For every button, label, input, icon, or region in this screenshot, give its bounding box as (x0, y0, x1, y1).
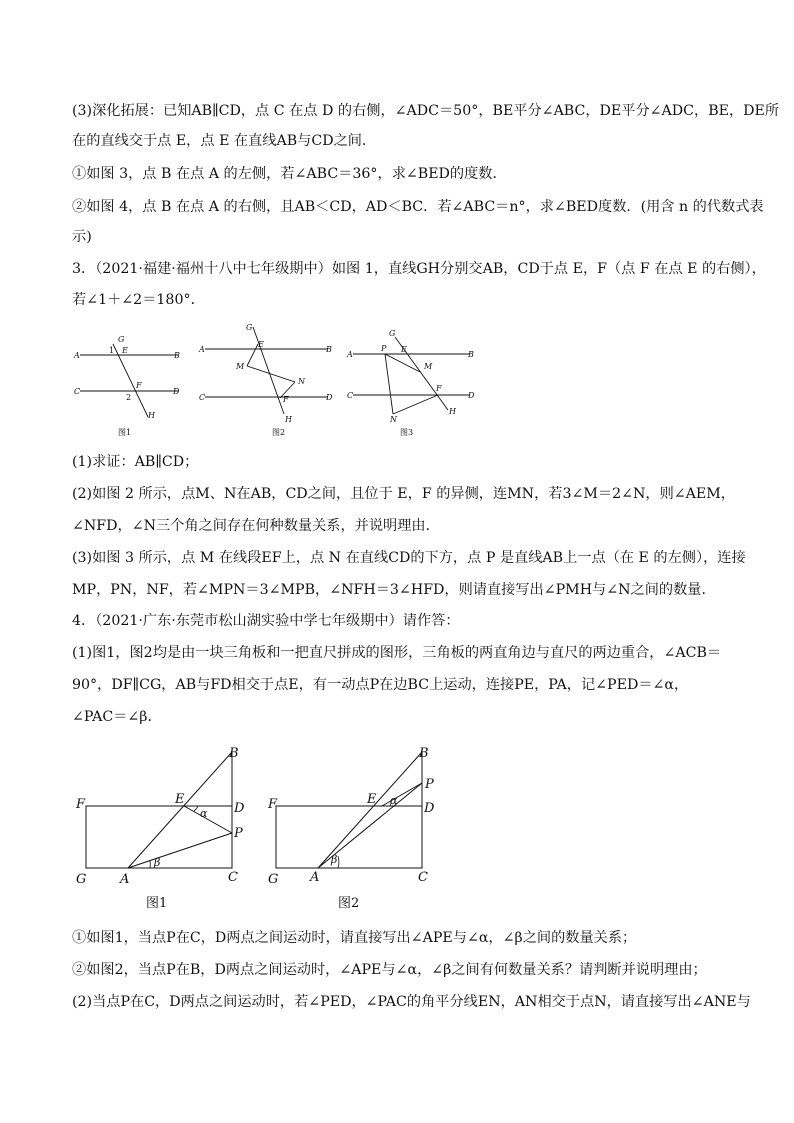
fig1-label-D: D (173, 387, 180, 396)
top-figures-svg (70, 322, 490, 442)
bfig2-label-alpha: α (390, 794, 398, 807)
bfig2-label-F: F (268, 797, 278, 812)
fig2-label-N: N (298, 377, 305, 386)
bfig1-label-P: P (234, 826, 243, 841)
text-line-15: 90°，DF∥CG，AB与FD相交于点E，有一动点P在边BC上运动，连接PE，PA，记∠PED＝∠α， (72, 677, 689, 693)
fig3-label-E: E (401, 345, 407, 354)
bottom-figure-2 (267, 746, 435, 911)
fig2-label-H: H (285, 415, 292, 424)
bfig2-label-B: B (419, 746, 429, 761)
bfig1-label-A: A (120, 872, 130, 887)
bfig2-label-D: D (424, 801, 435, 816)
fig1-label-2: 2 (126, 393, 132, 402)
fig3-caption: 图3 (400, 428, 414, 437)
bfig2-label-P: P (425, 777, 434, 792)
text-line-3: ①如图 3，点 B 在点 A 的左侧，若∠ABC＝36°，求∠BED的度数． (72, 166, 507, 182)
top-figure-2 (198, 323, 333, 437)
fig2-caption: 图2 (272, 428, 286, 437)
text-line-6: 3．（2021·福建·福州十八中七年级期中）如图 1，直线GH分别交AB，CD于点 E，F（点 F 在点 E 的右侧）， (72, 261, 766, 277)
bfig2-label-A: A (310, 870, 320, 885)
bfig2-label-G: G (268, 872, 279, 887)
text-line-19: (2)当点P在C，D两点之间运动时，若∠PED，∠PAC的角平分线EN，AN相交于点N，请直接写出∠ANE与 (72, 994, 751, 1010)
bfig1-label-G: G (76, 872, 87, 887)
bottom-figures (72, 740, 452, 920)
bottom-figures-svg (72, 740, 452, 920)
text-line-8: (1)求证：AB∥CD； (72, 454, 199, 470)
fig3-label-B: B (468, 350, 474, 359)
bfig2-caption: 图2 (338, 896, 360, 911)
bfig2-label-C: C (418, 870, 428, 885)
bfig1-label-E: E (175, 792, 185, 807)
text-line-12: MP，PN，NF，若∠MPN＝3∠MPB，∠NFH＝3∠HFD，则请直接写出∠PMH与∠N之间的数量． (72, 582, 716, 598)
fig1-label-B: B (174, 351, 180, 360)
text-line-10: ∠NFD，∠N三个角之间存在何种数量关系，并说明理由． (72, 518, 440, 534)
bfig1-label-B: B (229, 746, 239, 761)
bottom-figure-1 (75, 746, 245, 911)
fig1-label-C: C (74, 387, 81, 396)
fig3-label-H: H (449, 407, 456, 416)
fig1-caption: 图1 (118, 428, 132, 437)
text-line-17: ①如图1，当点P在C，D两点之间运动时，请直接写出∠APE与∠α，∠β之间的数量关系； (72, 930, 637, 946)
fig1-label-A: A (74, 351, 80, 360)
fig1-label-H: H (148, 411, 155, 420)
text-line-14: (1)图1，图2均是由一块三角板和一把直尺拼成的图形，三角板的两直角边与直尺的两边重合，∠ACB＝ (72, 645, 722, 661)
fig2-label-G: G (246, 323, 253, 332)
text-line-11: (3)如图 3 所示，点 M 在线段EF上，点 N 在直线CD的下方，点 P 是直线AB上一点（在 E 的左侧），连接 (72, 550, 746, 566)
fig3-label-C: C (347, 391, 354, 400)
fig2-label-F: F (283, 395, 289, 404)
top-figure-3 (346, 329, 475, 437)
fig3-label-A: A (347, 350, 353, 359)
fig2-label-B: B (326, 345, 332, 354)
bfig2-label-beta: β (331, 853, 338, 866)
fig2-label-C: C (199, 393, 206, 402)
bfig1-label-C: C (228, 870, 238, 885)
fig2-label-M: M (236, 362, 245, 371)
fig3-label-D: D (468, 391, 475, 400)
fig2-label-A: A (199, 345, 205, 354)
fig3-label-M: M (424, 362, 433, 371)
text-line-13: 4．（2021·广东·东莞市松山湖实验中学七年级期中）请作答： (72, 613, 460, 629)
text-line-18: ②如图2，当点P在B，D两点之间运动时，∠APE与∠α，∠β之间有何数量关系？请判断并说明理由； (72, 962, 707, 978)
bfig1-label-F: F (76, 797, 86, 812)
fig2-label-E: E (258, 340, 264, 349)
fig1-label-1: 1 (109, 346, 115, 355)
bfig1-label-beta: β (154, 856, 161, 869)
text-line-1: (3)深化拓展：已知AB∥CD，点 C 在点 D 的右侧，∠ADC＝50°，BE平分∠ABC，DE平分∠ADC，BE，DE所 (72, 103, 780, 119)
text-line-2: 在的直线交于点 E，点 E 在直线AB与CD之间． (72, 133, 377, 149)
text-line-16: ∠PAC＝∠β． (72, 709, 162, 725)
text-line-7: 若∠1＋∠2＝180°． (72, 292, 205, 308)
bfig1-label-alpha: α (200, 807, 208, 820)
fig3-label-G: G (389, 329, 396, 338)
bfig2-label-E: E (367, 792, 377, 807)
top-figure-1 (73, 335, 180, 437)
bfig1-caption: 图1 (146, 896, 168, 911)
fig3-label-F: F (436, 384, 442, 393)
text-line-4: ②如图 4，点 B 在点 A 的右侧，且AB＜CD，AD＜BC．若∠ABC＝n°，求∠BED度数．(用含 n 的代数式表 (72, 199, 764, 215)
fig1-label-G: G (118, 335, 125, 344)
top-figures (70, 322, 490, 442)
bfig1-label-D: D (234, 801, 245, 816)
fig3-label-N: N (390, 415, 397, 424)
text-line-9: (2)如图 2 所示，点M、N在AB，CD之间，且位于 E，F 的异侧，连MN，若3∠M＝2∠N，则∠AEM， (72, 486, 735, 502)
fig3-label-P: P (381, 344, 387, 353)
text-line-5: 示) (72, 229, 92, 245)
fig1-label-E: E (122, 346, 128, 355)
fig2-label-D: D (326, 393, 333, 402)
fig1-label-F: F (136, 381, 142, 390)
